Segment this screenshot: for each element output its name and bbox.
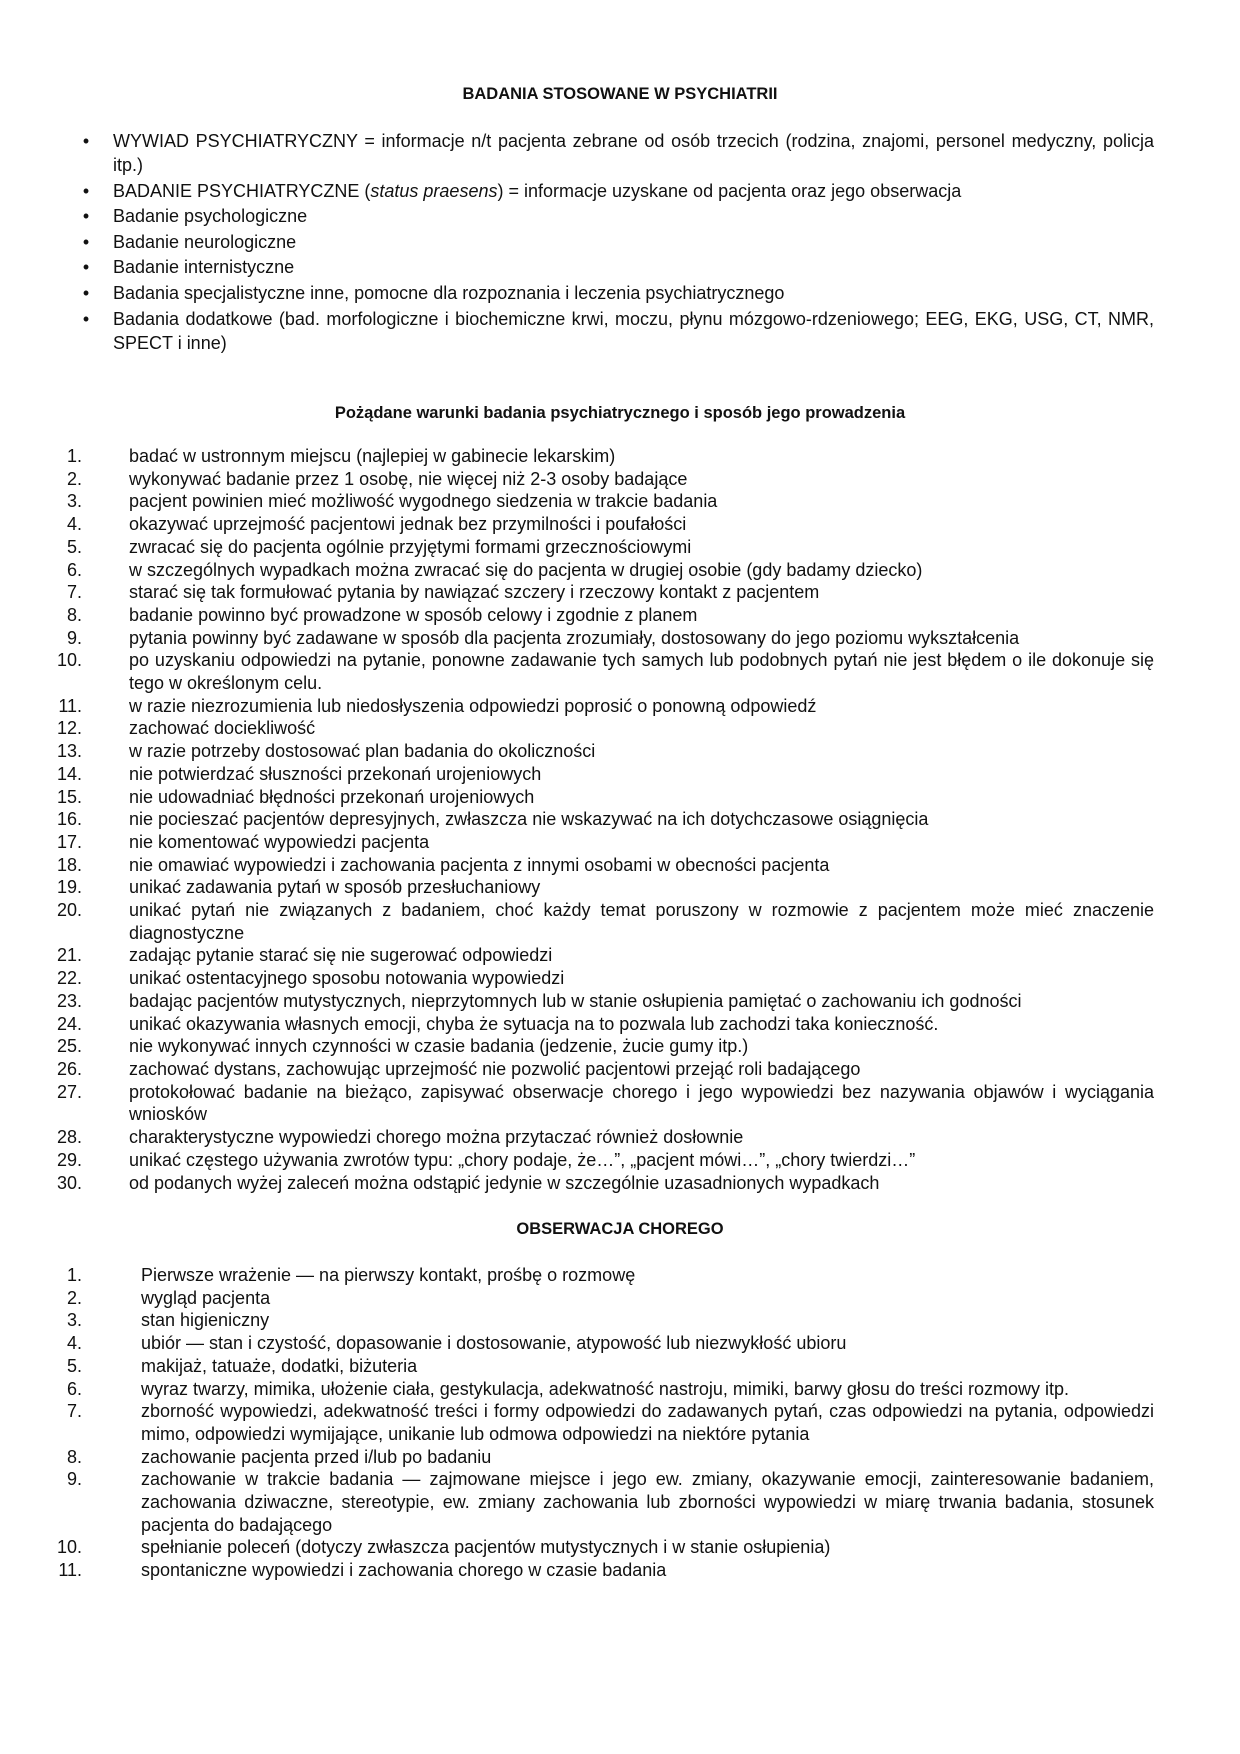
- list-item-number: 9.: [66, 627, 82, 648]
- list-item-number: 27.: [56, 1081, 82, 1102]
- bullet-icon: •: [82, 308, 90, 329]
- list-item: [0, 1559, 1240, 1582]
- list-item: [0, 1332, 1240, 1355]
- bullet-icon: •: [82, 131, 90, 151]
- list-item: [0, 831, 1240, 854]
- list-item-number: 6.: [66, 1378, 82, 1399]
- bullet-text-italic: status praesens: [370, 180, 498, 201]
- list-item-text: nie wykonywać innych czynności w czasie badania (jedzenie, żucie gumy itp.): [129, 1036, 749, 1057]
- list-item-text: zachowanie w trakcie badania — zajmowane miejsce i jego ew. zmiany, okazywanie emocji, zainteresowanie badaniem, zachowania dziwaczne, stereotypie, ew. zmiany zachowania lub zborności wypowiedzi w miarę trwania badania, stosunek pacjenta do badającego: [141, 1469, 1154, 1535]
- list-item: [0, 1536, 1240, 1559]
- list-item: [0, 604, 1240, 627]
- list-item-number: 17.: [56, 831, 82, 852]
- list-item-text: w razie niezrozumienia lub niedosłyszenia odpowiedzi poprosić o ponowną odpowiedź: [129, 695, 817, 716]
- list-item-number: 26.: [56, 1058, 82, 1079]
- bullet-text: Badanie psychologiczne: [113, 206, 308, 227]
- list-item: [0, 1287, 1240, 1310]
- list-item-text: badanie powinno być prowadzone w sposób celowy i zgodnie z planem: [129, 604, 698, 625]
- list-item: [0, 967, 1240, 990]
- list-item-number: 1.: [66, 1265, 82, 1285]
- list-item-text: od podanych wyżej zaleceń można odstąpić jedynie w szczególnie uzasadnionych wypadkach: [129, 1172, 880, 1193]
- list-item: [0, 808, 1240, 831]
- list-item-text: nie komentować wypowiedzi pacjenta: [129, 831, 430, 852]
- bullet-text: Badanie neurologiczne: [113, 231, 297, 252]
- list-item: [0, 490, 1240, 513]
- list-item: [0, 899, 1240, 944]
- list-item-text: badając pacjentów mutystycznych, nieprzytomnych lub w stanie osłupienia pamiętać o zachowaniu ich godności: [129, 990, 1022, 1011]
- list-item-text: nie pocieszać pacjentów depresyjnych, zwłaszcza nie wskazywać na ich dotychczasowe osiągnięcia: [129, 809, 929, 830]
- list-item: [0, 1468, 1240, 1536]
- list-item: [0, 763, 1240, 786]
- list-item: [0, 627, 1240, 650]
- list-item-number: 5.: [66, 1355, 82, 1376]
- bullet-item: [0, 255, 1240, 279]
- list-item: [0, 536, 1240, 559]
- list-item-number: 29.: [56, 1149, 82, 1170]
- list-item-number: 24.: [56, 1013, 82, 1034]
- list-item-number: 4.: [66, 514, 82, 535]
- list-item-text: unikać częstego używania zwrotów typu: „chory podaje, że…”, „pacjent mówi…”, „chory twierdzi…”: [129, 1149, 916, 1170]
- list-item-number: 25.: [56, 1036, 82, 1057]
- bullet-item: [0, 129, 1240, 177]
- list-item-text: spełnianie poleceń (dotyczy zwłaszcza pacjentów mutystycznych i w stanie osłupienia): [141, 1537, 831, 1558]
- list-item-text: okazywać uprzejmość pacjentowi jednak bez przymilności i poufałości: [129, 514, 687, 535]
- list-item-text: badać w ustronnym miejscu (najlepiej w gabinecie lekarskim): [129, 446, 616, 466]
- list-item: [0, 1035, 1240, 1058]
- list-item-number: 20.: [56, 900, 82, 921]
- document-title: BADANIA STOSOWANE W PSYCHIATRII: [462, 85, 778, 103]
- list-item: [0, 944, 1240, 967]
- section-heading-observation: OBSERWACJA CHOREGO: [516, 1220, 724, 1238]
- list-item-number: 22.: [56, 968, 82, 989]
- list-item-text: nie potwierdzać słuszności przekonań urojeniowych: [129, 763, 542, 784]
- list-item-text: wyraz twarzy, mimika, ułożenie ciała, gestykulacja, adekwatność nastroju, mimiki, barwy głosu do treści rozmowy itp.: [141, 1378, 1069, 1399]
- list-item-number: 7.: [66, 582, 82, 603]
- list-item-text: unikać ostentacyjnego sposobu notowania wypowiedzi: [129, 968, 565, 989]
- list-item-text: nie udowadniać błędności przekonań urojeniowych: [129, 786, 535, 807]
- list-item: [0, 1149, 1240, 1172]
- bullet-item: [0, 307, 1240, 355]
- list-item-text: spontaniczne wypowiedzi i zachowania chorego w czasie badania: [141, 1560, 667, 1581]
- list-item-text: wygląd pacjenta: [141, 1287, 271, 1308]
- list-item-number: 7.: [66, 1401, 82, 1422]
- list-item: [0, 695, 1240, 718]
- bullet-icon: •: [82, 231, 90, 252]
- list-item: [0, 1013, 1240, 1036]
- list-item-number: 12.: [56, 718, 82, 739]
- list-item-number: 11.: [58, 1560, 82, 1581]
- list-item: [0, 1172, 1240, 1195]
- bullet-item: [0, 179, 1240, 203]
- list-item-text: stan higieniczny: [141, 1310, 270, 1331]
- list-item-text: charakterystyczne wypowiedzi chorego można przytaczać również dosłownie: [129, 1127, 744, 1148]
- list-item-number: 14.: [56, 763, 82, 784]
- list-item: [0, 1446, 1240, 1469]
- list-item-number: 11.: [58, 695, 82, 716]
- list-item-text: protokołować badanie na bieżąco, zapisywać obserwacje chorego i jego wypowiedzi bez nazywania objawów i wyciągania wniosków: [129, 1081, 1154, 1125]
- list-item-number: 30.: [56, 1172, 82, 1193]
- bullet-text: Badania specjalistyczne inne, pomocne dla rozpoznania i leczenia psychiatrycznego: [113, 282, 785, 303]
- list-item-number: 28.: [56, 1127, 82, 1148]
- list-item-number: 5.: [66, 536, 82, 557]
- list-item-number: 10.: [56, 1537, 82, 1558]
- list-item-number: 1.: [66, 446, 82, 466]
- list-item: [0, 649, 1240, 694]
- list-item-text: w razie potrzeby dostosować plan badania do okoliczności: [129, 741, 596, 762]
- list-item-text: makijaż, tatuaże, dodatki, biżuteria: [141, 1355, 418, 1376]
- bullet-item: [0, 204, 1240, 228]
- list-item-number: 15.: [56, 786, 82, 807]
- list-item-number: 18.: [56, 854, 82, 875]
- list-item-text: ubiór — stan i czystość, dopasowanie i dostosowanie, atypowość lub niezwykłość ubioru: [141, 1333, 847, 1354]
- list-item: [0, 1264, 1240, 1287]
- list-item: [0, 990, 1240, 1013]
- section-heading-conditions: Pożądane warunki badania psychiatrycznego i sposób jego prowadzenia: [334, 404, 906, 422]
- list-item-number: 3.: [66, 1310, 82, 1331]
- list-item-text: pacjent powinien mieć możliwość wygodnego siedzenia w trakcie badania: [129, 491, 718, 512]
- list-item-text: zachować dociekliwość: [129, 718, 316, 739]
- list-item-number: 6.: [66, 559, 82, 580]
- list-item-number: 8.: [66, 604, 82, 625]
- list-item: [0, 1378, 1240, 1401]
- list-item-number: 3.: [66, 491, 82, 512]
- list-item-number: 2.: [66, 468, 82, 489]
- bullet-item: [0, 281, 1240, 305]
- list-item-text: zadając pytanie starać się nie sugerować odpowiedzi: [129, 945, 553, 966]
- list-item: [0, 559, 1240, 582]
- list-item-number: 4.: [66, 1333, 82, 1354]
- bullet-icon: •: [82, 180, 90, 201]
- bullet-icon: •: [82, 257, 90, 278]
- list-item: [0, 1400, 1240, 1445]
- list-item: [0, 513, 1240, 536]
- list-item-text: unikać zadawania pytań w sposób przesłuchaniowy: [129, 877, 541, 898]
- bullet-icon: •: [82, 282, 90, 303]
- list-item-number: 19.: [56, 877, 82, 898]
- list-item-text: wykonywać badanie przez 1 osobę, nie więcej niż 2-3 osoby badające: [129, 468, 688, 489]
- list-item-number: 9.: [66, 1469, 82, 1490]
- list-item: [0, 876, 1240, 899]
- list-item-text: unikać okazywania własnych emocji, chyba że sytuacja na to pozwala lub zachodzi taka konieczność.: [129, 1013, 939, 1034]
- list-item: [0, 445, 1240, 468]
- list-item-text: zachować dystans, zachowując uprzejmość nie pozwolić pacjentowi przejąć roli badającego: [129, 1058, 861, 1079]
- list-item: [0, 786, 1240, 809]
- list-item: [0, 854, 1240, 877]
- list-item: [0, 740, 1240, 763]
- list-item-text: pytania powinny być zadawane w sposób dla pacjenta zrozumiały, dostosowany do jego poziomu wykształcenia: [129, 627, 1020, 648]
- list-item-text: w szczególnych wypadkach można zwracać się do pacjenta w drugiej osobie (gdy badamy dziecko): [129, 559, 923, 580]
- list-item: [0, 1355, 1240, 1378]
- bullet-text: Badanie internistyczne: [113, 257, 295, 278]
- conditions-list: [0, 445, 1240, 1194]
- bullet-text: Badania dodatkowe (bad. morfologiczne i biochemiczne krwi, moczu, płynu mózgowo-rdzeniowego; EEG, EKG, USG, CT, NMR, SPECT i inne): [113, 308, 1154, 353]
- list-item: [0, 717, 1240, 740]
- list-item-text: starać się tak formułować pytania by nawiązać szczery i rzeczowy kontakt z pacjentem: [129, 582, 820, 603]
- list-item-text: zwracać się do pacjenta ogólnie przyjętymi formami grzecznościowymi: [129, 536, 692, 557]
- list-item-text: unikać pytań nie związanych z badaniem, choć każdy temat poruszony w rozmowie z pacjentem może mieć znaczenie diagnostyczne: [129, 900, 1154, 943]
- list-item-number: 13.: [56, 741, 82, 762]
- list-item: [0, 1058, 1240, 1081]
- bullet-item: [0, 230, 1240, 254]
- list-item-number: 23.: [56, 990, 82, 1011]
- bullet-text: ) = informacje uzyskane od pacjenta oraz jego obserwacja: [497, 180, 962, 201]
- list-item-number: 8.: [66, 1446, 82, 1467]
- list-item-number: 21.: [56, 945, 82, 966]
- list-item: [0, 1081, 1240, 1126]
- list-item-text: zachowanie pacjenta przed i/lub po badaniu: [141, 1446, 492, 1467]
- list-item-number: 16.: [56, 809, 82, 830]
- bullet-text: WYWIAD PSYCHIATRYCZNY = informacje n/t pacjenta zebrane od osób trzecich (rodzina, znajomi, personel medyczny, policja itp.): [113, 131, 1154, 175]
- list-item: [0, 1309, 1240, 1332]
- list-item-text: zborność wypowiedzi, adekwatność treści i formy odpowiedzi do zadawanych pytań, czas odpowiedzi na pytania, odpowiedzi mimo, odpowiedzi wymijające, unikanie lub odmowa odpowiedzi na niektóre pytania: [141, 1401, 1154, 1444]
- bullet-icon: •: [82, 206, 90, 227]
- exam-types-list: [0, 129, 1240, 356]
- list-item: [0, 581, 1240, 604]
- list-item-text: nie omawiać wypowiedzi i zachowania pacjenta z innymi osobami w obecności pacjenta: [129, 854, 830, 875]
- list-item-number: 10.: [56, 650, 82, 671]
- list-item-number: 2.: [66, 1287, 82, 1308]
- observation-list: [0, 1264, 1240, 1582]
- list-item: [0, 1126, 1240, 1149]
- list-item-text: po uzyskaniu odpowiedzi na pytanie, ponowne zadawanie tych samych lub podobnych pytań nie jest błędem o ile dokonuje się tego w określonym celu.: [129, 650, 1154, 694]
- bullet-text: BADANIE PSYCHIATRYCZNE (: [113, 180, 371, 201]
- list-item-text: Pierwsze wrażenie — na pierwszy kontakt, prośbę o rozmowę: [141, 1265, 636, 1285]
- list-item: [0, 468, 1240, 491]
